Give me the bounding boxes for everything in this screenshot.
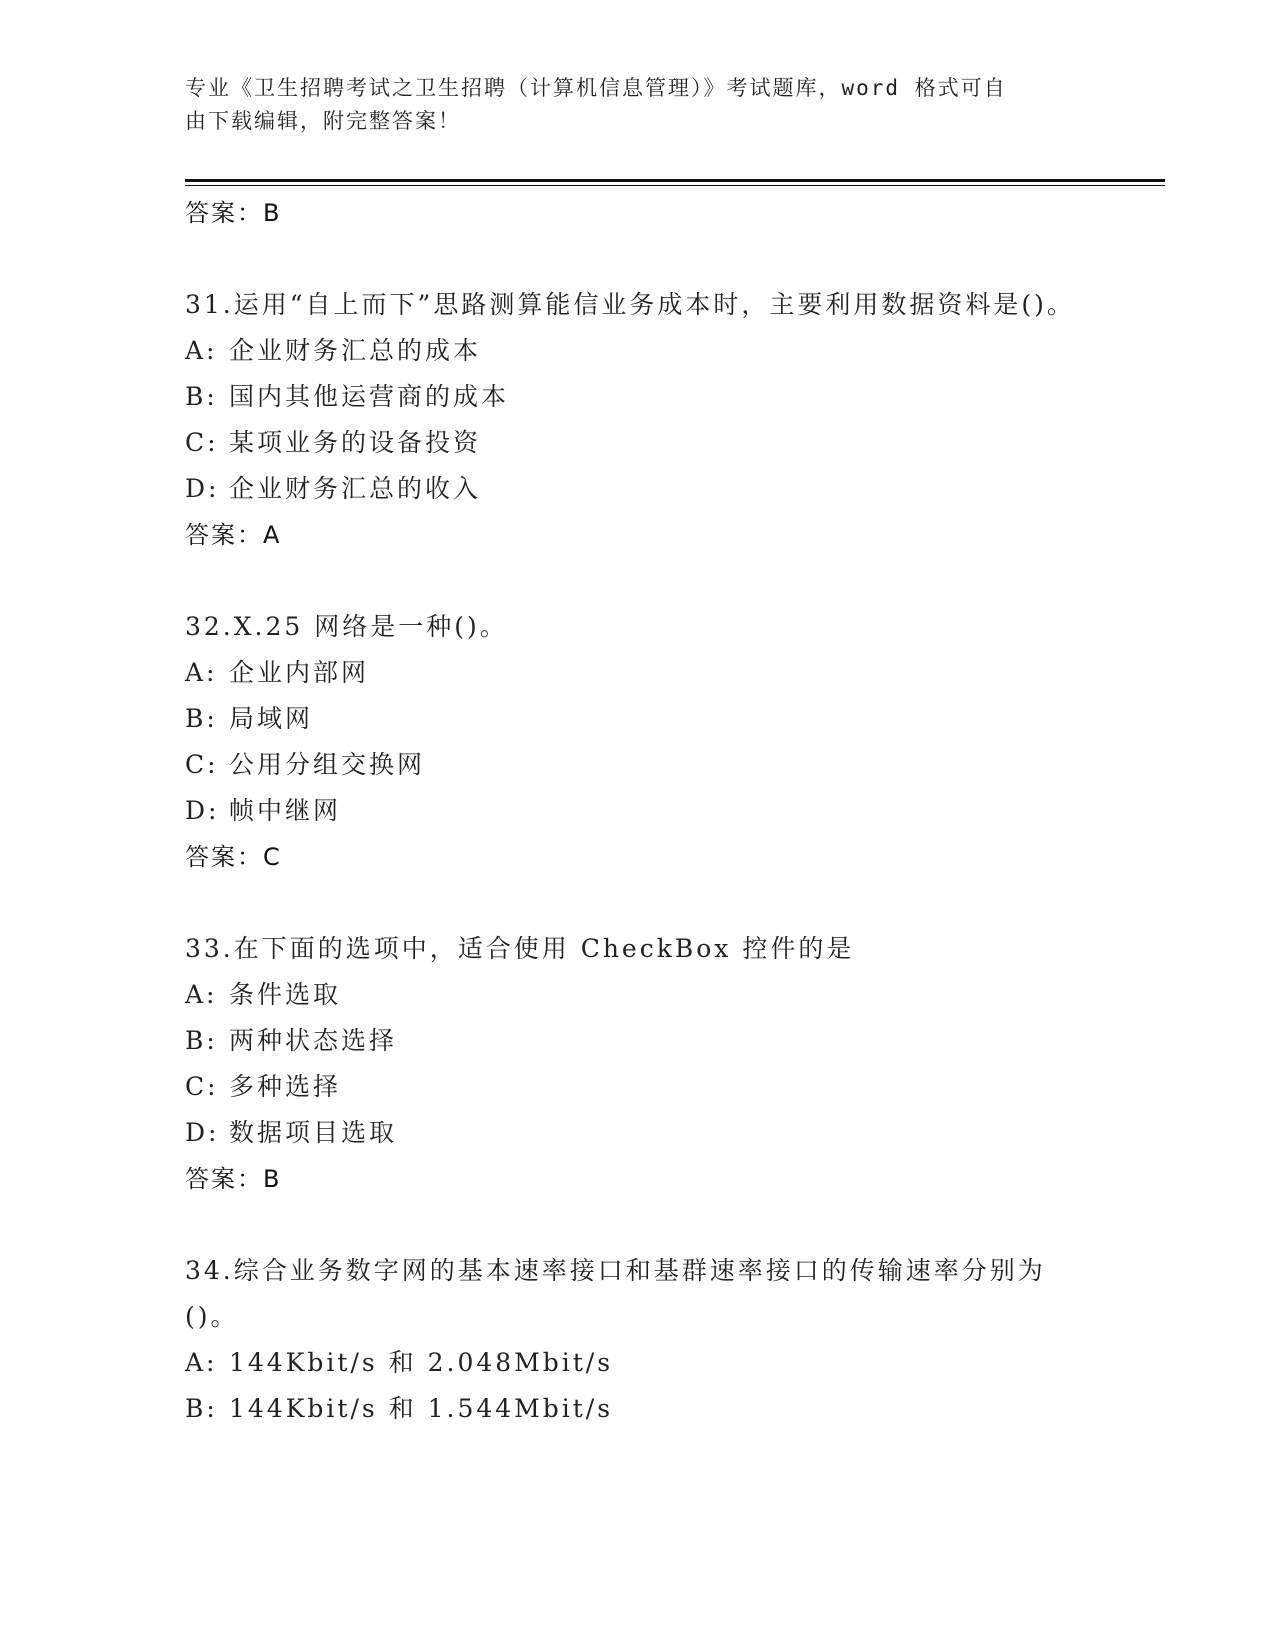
previous-answer: 答案：B	[185, 199, 282, 227]
option-letter: A:	[185, 1348, 218, 1377]
spacer	[185, 1202, 1085, 1248]
option-d	[185, 466, 1085, 512]
option-a	[185, 650, 1085, 696]
header-rule-thick	[185, 179, 1165, 182]
answer-line: 答案：A	[185, 521, 282, 549]
answer-line: 答案：B	[185, 1165, 282, 1193]
option-letter: B:	[185, 382, 218, 411]
option-text: 企业财务汇总的收入	[229, 474, 482, 503]
question-block	[185, 1248, 1085, 1432]
question-stem: 34.综合业务数字网的基本速率接口和基群速率接口的传输速率分别为()。	[185, 1256, 1046, 1331]
option-letter: A:	[185, 336, 218, 365]
option-c	[185, 742, 1085, 788]
option-b	[185, 374, 1085, 420]
option-a	[185, 328, 1085, 374]
option-d	[185, 788, 1085, 834]
option-letter: D:	[185, 1118, 220, 1147]
option-b	[185, 1386, 1085, 1432]
header-line-1: 专业《卫生招聘考试之卫生招聘（计算机信息管理）》考试题库，word 格式可自	[185, 76, 1007, 100]
option-text: 国内其他运营商的成本	[229, 382, 510, 411]
option-b	[185, 1018, 1085, 1064]
option-letter: C:	[185, 428, 219, 457]
option-letter: B:	[185, 1394, 218, 1423]
option-text: 企业内部网	[229, 658, 370, 687]
option-letter: A:	[185, 658, 218, 687]
answer-line: 答案：C	[185, 843, 282, 871]
option-text: 144Kbit/s 和 1.544Mbit/s	[229, 1394, 614, 1423]
question-block	[185, 926, 1085, 1202]
question-stem: 32.X.25 网络是一种()。	[185, 612, 508, 641]
option-text: 帧中继网	[229, 796, 342, 825]
option-text: 某项业务的设备投资	[229, 428, 482, 457]
spacer	[185, 558, 1085, 604]
option-letter: B:	[185, 1026, 218, 1055]
option-c	[185, 1064, 1085, 1110]
question-stem: 33.在下面的选项中，适合使用 CheckBox 控件的是	[185, 934, 855, 963]
header-line-2: 由下载编辑，附完整答案！	[185, 109, 461, 133]
document-header	[185, 72, 1085, 138]
option-letter: A:	[185, 980, 218, 1009]
header-rule-thin	[185, 185, 1165, 186]
question-block	[185, 282, 1085, 558]
option-letter: C:	[185, 1072, 219, 1101]
option-letter: C:	[185, 750, 219, 779]
option-letter: D:	[185, 796, 220, 825]
option-text: 多种选择	[229, 1072, 342, 1101]
option-c	[185, 420, 1085, 466]
option-text: 局域网	[229, 704, 314, 733]
question-list	[185, 190, 1085, 1432]
question-stem: 31.运用“自上而下”思路测算能信业务成本时，主要利用数据资料是()。	[185, 290, 1075, 319]
option-a	[185, 972, 1085, 1018]
question-block	[185, 604, 1085, 880]
option-text: 条件选取	[229, 980, 342, 1009]
option-b	[185, 696, 1085, 742]
option-text: 两种状态选择	[229, 1026, 398, 1055]
option-text: 144Kbit/s 和 2.048Mbit/s	[229, 1348, 614, 1377]
spacer	[185, 880, 1085, 926]
option-d	[185, 1110, 1085, 1156]
option-letter: B:	[185, 704, 218, 733]
spacer	[185, 236, 1085, 282]
option-text: 公用分组交换网	[229, 750, 426, 779]
option-letter: D:	[185, 474, 220, 503]
option-text: 企业财务汇总的成本	[229, 336, 482, 365]
option-text: 数据项目选取	[229, 1118, 398, 1147]
option-a	[185, 1340, 1085, 1386]
